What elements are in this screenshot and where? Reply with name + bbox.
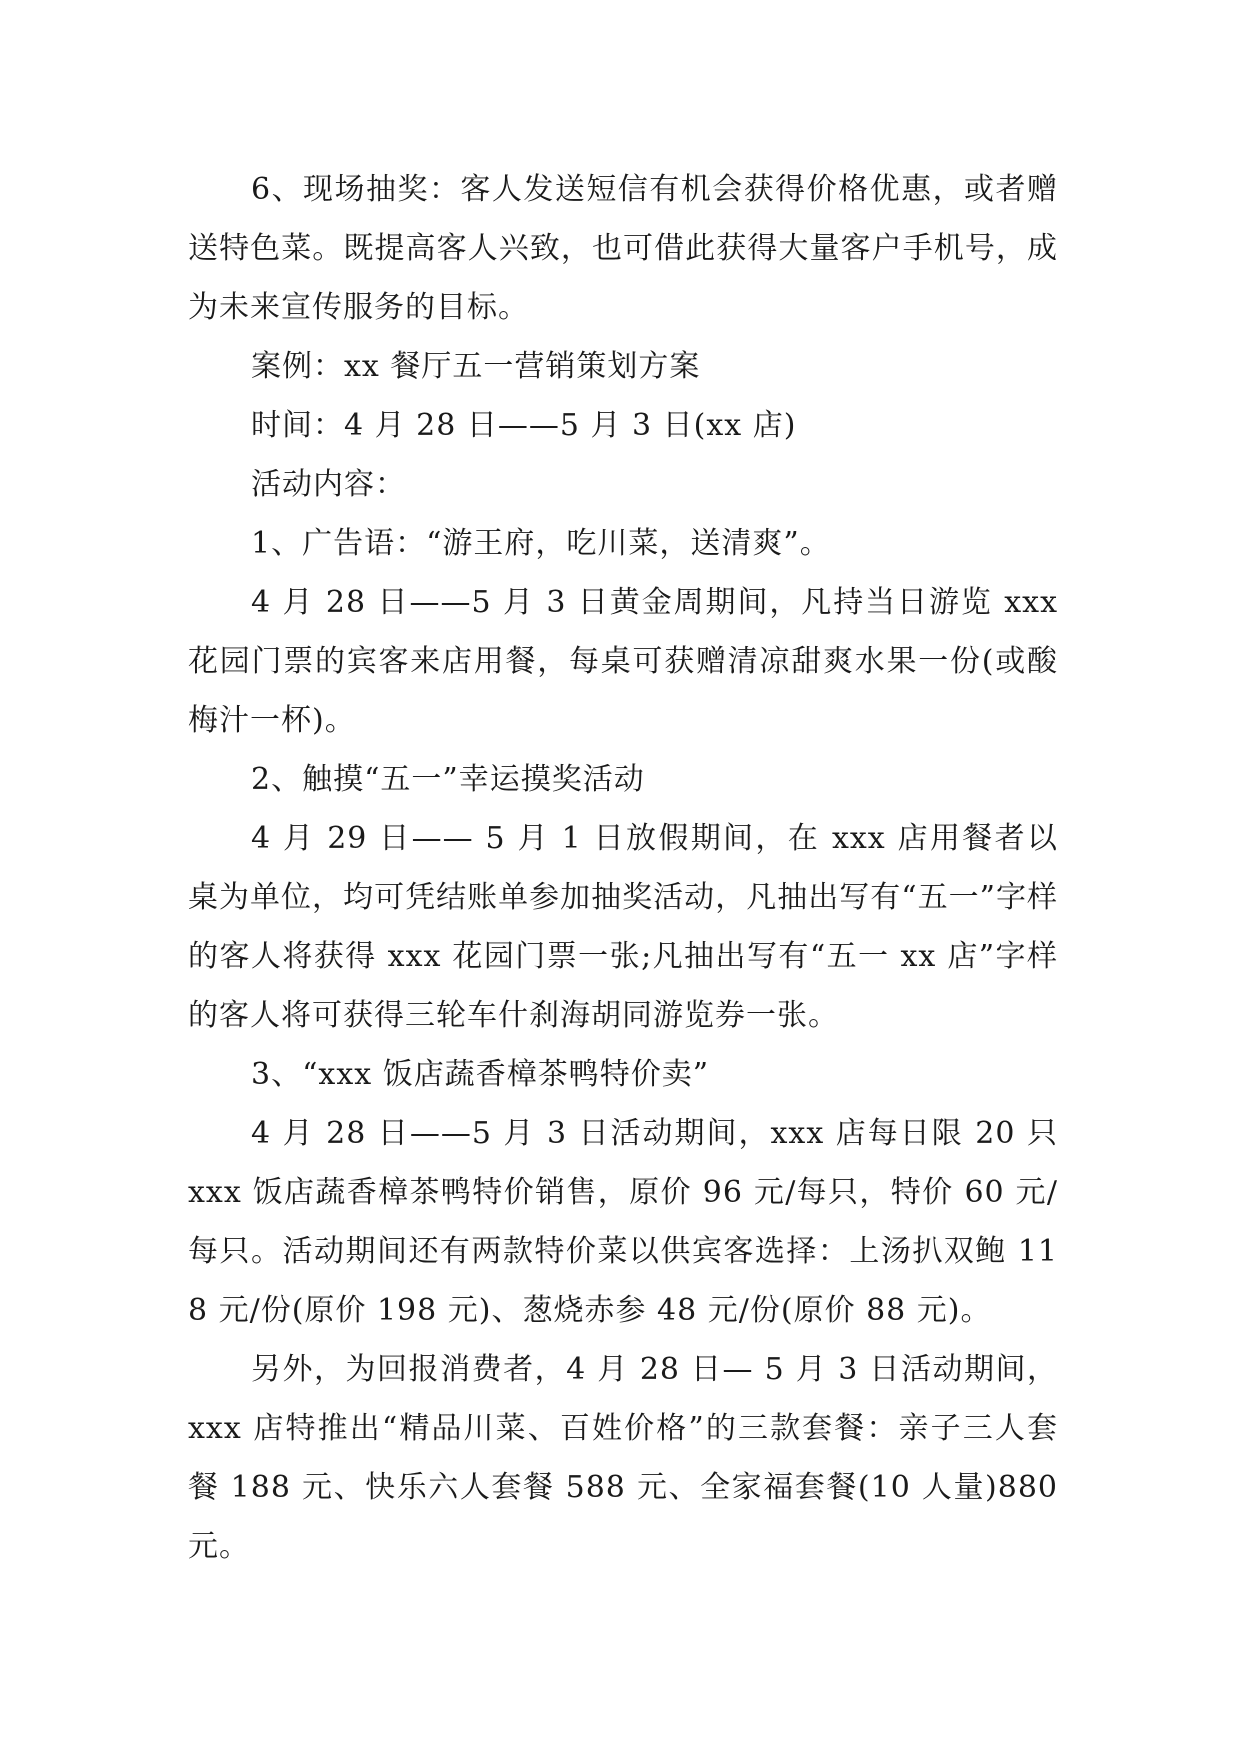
paragraph-set-meals: 另外，为回报消费者，4 月 28 日— 5 月 3 日活动期间，xxx 店特推出“精品川菜、百姓价格”的三款套餐：亲子三人套餐 188 元、快乐六人套餐 588 元、全家福套餐(10 人量)880 元。 [188, 1352, 1058, 1564]
paragraph-activity-heading: 活动内容： [251, 467, 406, 502]
paragraph-lucky-draw: 4 月 29 日—— 5 月 1 日放假期间，在 xxx 店用餐者以桌为单位，均可凭结账单参加抽奖活动，凡抽出写有“五一”字样的客人将获得 xxx 花园门票一张;凡抽出写有“五一 xx 店”字样的客人将可获得三轮车什刹海胡同游览券一张。 [188, 821, 1058, 1033]
paragraph-lottery: 6、现场抽奖：客人发送短信有机会获得价格优惠，或者赠送特色菜。既提高客人兴致，也可借此获得大量客户手机号，成为未来宣传服务的目标。 [188, 172, 1058, 325]
paragraph-duck-heading: 3、“xxx 饭店蔬香樟茶鸭特价卖” [251, 1057, 710, 1092]
paragraph-golden-week: 4 月 28 日——5 月 3 日黄金周期间，凡持当日游览 xxx 花园门票的宾客来店用餐，每桌可获赠清凉甜爽水果一份(或酸梅汁一杯)。 [188, 585, 1058, 738]
paragraph-case-title: 案例：xx 餐厅五一营销策划方案 [251, 349, 701, 384]
paragraph-time: 时间：4 月 28 日——5 月 3 日(xx 店) [251, 408, 797, 443]
paragraph-slogan: 1、广告语：“游王府，吃川菜，送清爽”。 [251, 526, 831, 561]
paragraph-lucky-draw-heading: 2、触摸“五一”幸运摸奖活动 [251, 762, 645, 797]
paragraph-duck-offer: 4 月 28 日——5 月 3 日活动期间，xxx 店每日限 20 只 xxx 饭店蔬香樟茶鸭特价销售，原价 96 元/每只，特价 60 元/每只。活动期间还有两款特价菜以供宾客选择：上汤扒双鲍 118 元/份(原价 198 元)、葱烧赤参 48 元/份(原价 88 元)。 [188, 1116, 1058, 1328]
document-body [188, 160, 1058, 1576]
